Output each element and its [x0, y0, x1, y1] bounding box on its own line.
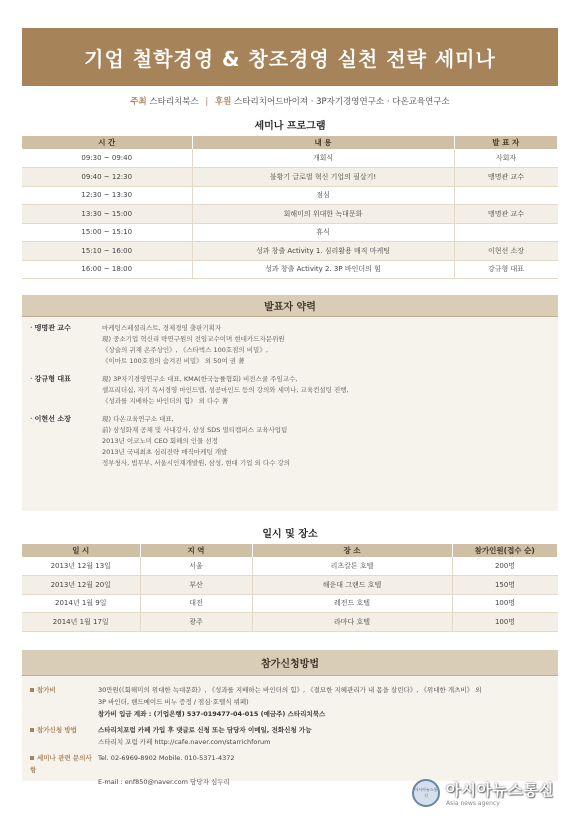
- host-line: [22, 95, 558, 107]
- seminar-flyer: [22, 28, 558, 786]
- news-emblem-icon: 아시아뉴스통신: [412, 779, 440, 807]
- program-time: 12:30 ~ 13:30: [22, 186, 192, 205]
- bio-line: 現) 다온교육연구소 대표,: [102, 415, 174, 423]
- host-label: 주최: [130, 97, 147, 107]
- table-row: [22, 223, 558, 242]
- speakers-body: [22, 317, 558, 511]
- table-row: [22, 576, 558, 595]
- program-speaker: [454, 186, 558, 205]
- account-info: 참가비 입금 계좌 : (기업은행) 537-019477-04-015 (예금주) 스타리치북스: [98, 709, 326, 718]
- bio-line: 現) 3P자기경영연구소 대표, KMA(한국능률협회) 비전스쿨 주임교수,: [102, 375, 298, 383]
- program-content: 개회식: [192, 149, 454, 168]
- program-content: 성과 창출 Activity 1. 심리활용 매직 마케팅: [192, 242, 454, 261]
- bio-line: 《이마트 100호점의 숨겨진 비밀》 외 50여 권 著: [102, 357, 245, 365]
- program-speaker: 이현선 소장: [454, 242, 558, 261]
- program-header-content: 내 용: [192, 136, 454, 149]
- schedule-capacity: 150명: [452, 576, 558, 595]
- program-time: 15:10 ~ 16:00: [22, 242, 192, 261]
- program-header-speaker: 발 표 자: [454, 136, 558, 149]
- bio-line: 《성과를 지배하는 바인더의 힘》 외 다수 著: [102, 397, 229, 405]
- apply-body: [22, 676, 558, 786]
- program-table: [22, 136, 558, 279]
- schedule-region: 부산: [140, 576, 252, 595]
- method-row: [30, 724, 550, 736]
- speaker-name-row: [30, 323, 102, 367]
- program-time: 09:30 ~ 09:40: [22, 149, 192, 168]
- schedule-venue: 레전드 호텔: [252, 594, 452, 613]
- method-text: 스타리치포럼 카페 가입 후 댓글로 신청 또는 담당자 이메일, 전화신청 가능: [98, 725, 312, 734]
- page-title: 기업 철학경영 & 창조경영 실천 전략 세미나: [22, 28, 558, 86]
- schedule-date: 2013년 12월 20일: [22, 576, 140, 595]
- cafe-link[interactable]: 스타리치 포럼 카페 http://cafe.naver.com/starrichforum: [98, 737, 271, 746]
- table-row: [22, 260, 558, 279]
- speaker-name: 맹명관 교수: [34, 324, 71, 332]
- speaker-name: 이현선 소장: [34, 415, 71, 423]
- schedule-title: 일시 및 장소: [262, 529, 318, 540]
- speaker-bio: [102, 323, 285, 367]
- table-row: [22, 594, 558, 613]
- schedule-venue: 리츠칼튼 호텔: [252, 557, 452, 576]
- bio-line: 정부청사, 법무부, 서울시인재개발원, 삼성, 현대 기업 외 다수 강의: [102, 459, 291, 467]
- fee-text-cont: 3P 바인더, 핸드메이드 비누 증정 / 점심·호텔식 뷔페): [98, 697, 249, 706]
- speaker-name-row: [30, 414, 102, 469]
- program-speaker: 강규형 대표: [454, 260, 558, 279]
- schedule-region: 대전: [140, 594, 252, 613]
- bio-line: 《상술의 귀재 온주상인》, 《스타벅스 100호점의 비밀》,: [102, 346, 268, 354]
- square-bullet-icon: [30, 728, 34, 732]
- program-content: 점심: [192, 186, 454, 205]
- speaker-entry: [30, 374, 550, 407]
- bio-line: 前) 삼성화재 공채 및 사내강사, 삼성 SDS 멀티캠퍼스 교육사업팀: [102, 426, 288, 434]
- bio-line: 마케팅스페셜리스트, 경제경영 출판기획자: [102, 324, 222, 332]
- schedule-header-venue: 장 소: [252, 544, 452, 557]
- table-row: [22, 186, 558, 205]
- schedule-capacity: 100명: [452, 594, 558, 613]
- schedule-date: 2013년 12월 13일: [22, 557, 140, 576]
- fee-text: 30만원(《회해미의 위대한 녹대문화》, 《성과를 지배하는 바인더의 힘》, 《절묘한 지혜관리가 내 몸을 살린다》, 《위대한 개츠비》 외: [98, 685, 482, 694]
- watermark-text: [446, 779, 554, 807]
- table-row: [22, 149, 558, 168]
- schedule-venue: 라마다 호텔: [252, 613, 452, 632]
- bio-line: 셀프리더십, 자기 독서경영 마인드맵, 성공마인드 등의 강의와 세미나, 교육컨설팅 진행,: [102, 386, 349, 394]
- schedule-region: 광주: [140, 613, 252, 632]
- bullet-icon: ·: [30, 375, 33, 383]
- apply-title: 참가신청방법: [22, 650, 558, 676]
- program-speaker: 사회자: [454, 149, 558, 168]
- speaker-bio: [102, 374, 349, 407]
- schedule-venue: 해운대 그랜드 호텔: [252, 576, 452, 595]
- speaker-entry: [30, 414, 550, 469]
- speaker-name: 강규형 대표: [34, 375, 71, 383]
- table-row: [22, 168, 558, 187]
- program-content: 회해미의 위대한 녹대문화: [192, 205, 454, 224]
- sponsor-names: 스타리치어드바이져 · 3P자기경영연구소 · 다온교육연구소: [234, 97, 450, 107]
- program-time: 15:00 ~ 15:10: [22, 223, 192, 242]
- host-separator: |: [205, 97, 209, 107]
- schedule-capacity: 200명: [452, 557, 558, 576]
- program-speaker: 맹명관 교수: [454, 168, 558, 187]
- program-title: 세미나 프로그램: [254, 121, 326, 132]
- program-content: 불황기 글로벌 혁신 기업의 필살기!: [192, 168, 454, 187]
- program-speaker: 맹명관 교수: [454, 205, 558, 224]
- host-name: 스타리치북스: [149, 97, 199, 107]
- table-row: [22, 242, 558, 261]
- contact-email: E-mail : enf850@naver.com 담당자 심두리: [98, 777, 230, 786]
- contact-label-wrap: [30, 752, 98, 776]
- contact-label: 세미나 관련 문의사항: [30, 753, 92, 774]
- schedule-region: 서울: [140, 557, 252, 576]
- bio-line: 2013년 국내최초 심리전략 매직마케팅 개발: [102, 448, 228, 456]
- fee-label: 참가비: [37, 685, 56, 694]
- table-row: [22, 557, 558, 576]
- program-content: 성과 창출 Activity 2. 3P 바인더의 힘: [192, 260, 454, 279]
- speaker-name-row: [30, 374, 102, 407]
- fee-row: [30, 684, 550, 696]
- contact-text: Tel. 02-6969-8902 Mobile. 010-5371-4372: [98, 753, 235, 762]
- schedule-date: 2014년 1월 9일: [22, 594, 140, 613]
- sponsor-label: 후원: [214, 97, 232, 107]
- bio-line: 現) 중소기업 혁신리 략연구원의 전임교수이며 현대카드자문위원: [102, 335, 285, 343]
- method-label-wrap: [30, 724, 98, 736]
- watermark-main: 아시아뉴스통신: [446, 781, 555, 799]
- schedule-table: [22, 544, 558, 632]
- speakers-panel: [22, 295, 558, 511]
- program-time: 13:30 ~ 15:00: [22, 205, 192, 224]
- method-label: 참가신청 방법: [37, 725, 77, 734]
- bullet-icon: ·: [30, 324, 33, 332]
- table-row: [22, 613, 558, 632]
- watermark-sub: Asia news agency: [446, 800, 500, 807]
- schedule-header-capacity: 참가인원(접수 순): [452, 544, 558, 557]
- square-bullet-icon: [30, 756, 34, 760]
- bullet-icon: ·: [30, 415, 33, 423]
- speaker-bio: [102, 414, 290, 469]
- square-bullet-icon: [30, 688, 34, 692]
- schedule-header-date: 일 시: [22, 544, 140, 557]
- program-content: 휴식: [192, 223, 454, 242]
- speaker-entry: [30, 323, 550, 367]
- speakers-title: 발표자 약력: [22, 295, 558, 317]
- program-time: 16:00 ~ 18:00: [22, 260, 192, 279]
- fee-label-wrap: [30, 684, 98, 696]
- watermark-logo: [412, 769, 572, 817]
- schedule-capacity: 100명: [452, 613, 558, 632]
- table-row: [22, 205, 558, 224]
- schedule-date: 2014년 1월 17일: [22, 613, 140, 632]
- program-speaker: [454, 223, 558, 242]
- apply-panel: [22, 650, 558, 786]
- bio-line: 2013년 이코노미 CEO 회해의 인물 선정: [102, 437, 218, 445]
- program-header-time: 시 간: [22, 136, 192, 149]
- program-time: 09:40 ~ 12:30: [22, 168, 192, 187]
- schedule-header-region: 지 역: [140, 544, 252, 557]
